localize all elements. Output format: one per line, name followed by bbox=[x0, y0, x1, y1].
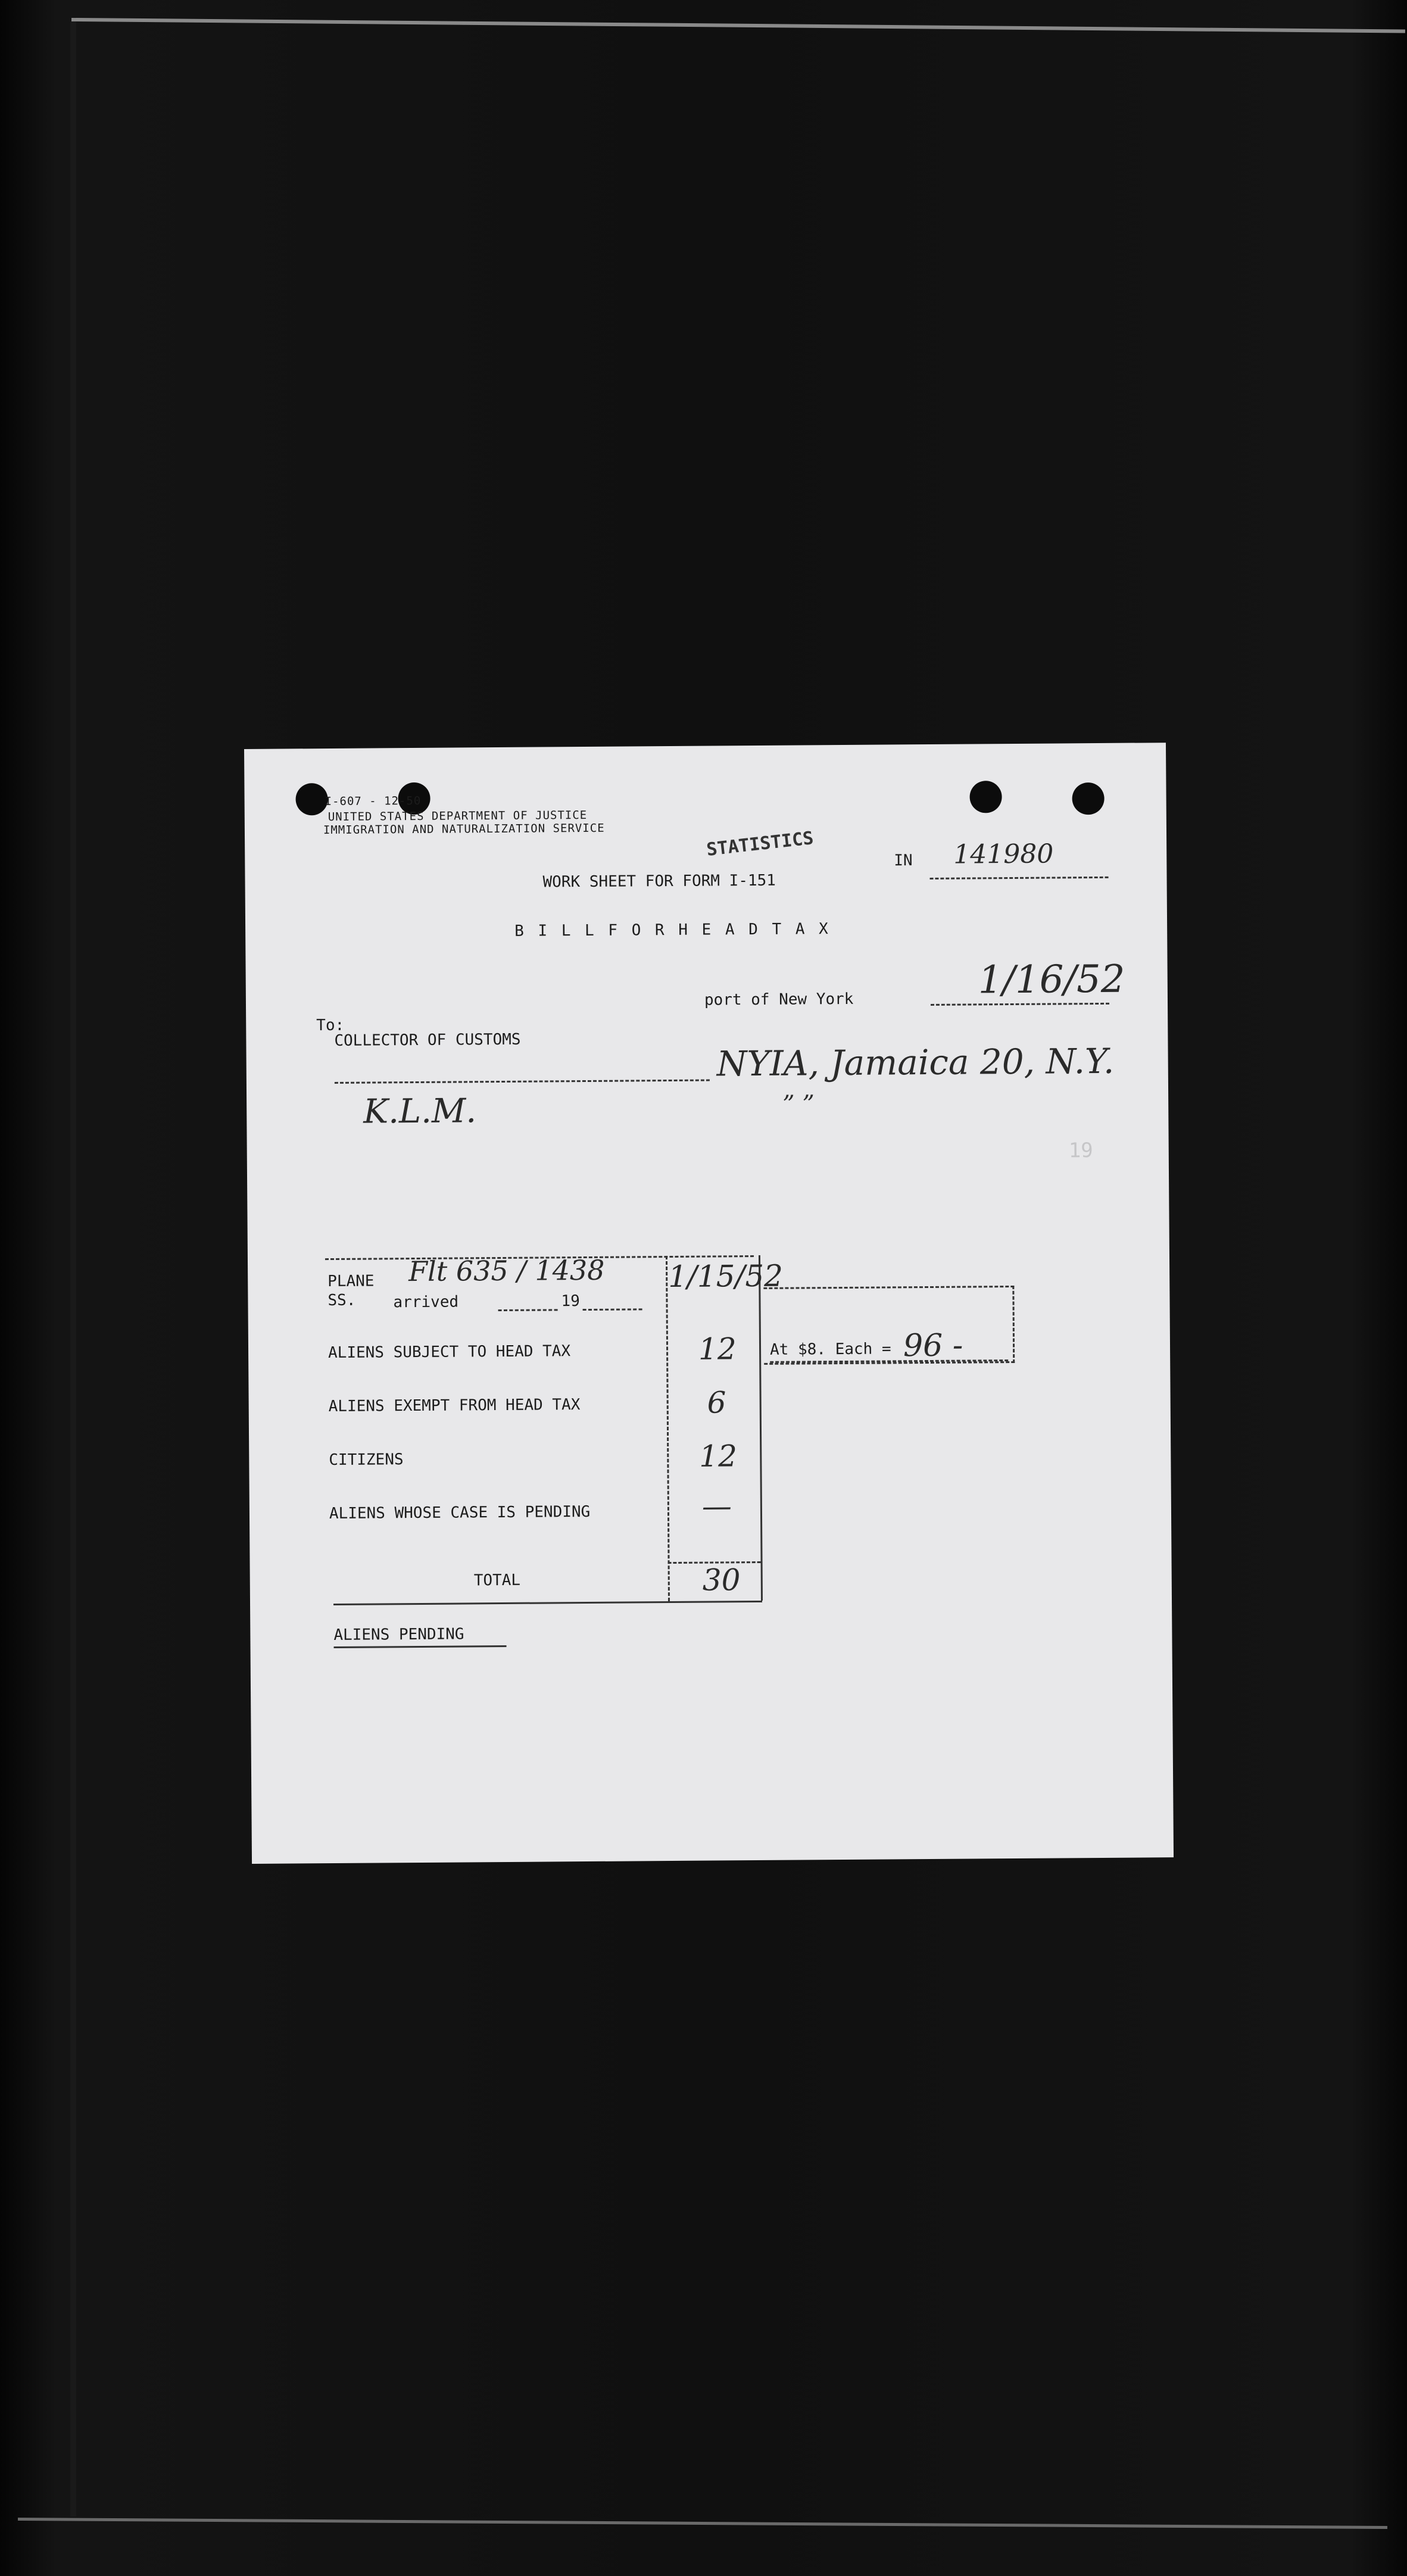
total-label: TOTAL bbox=[473, 1571, 521, 1590]
film-bottom-edge bbox=[18, 2518, 1387, 2529]
row-label-exempt: ALIENS EXEMPT FROM HEAD TAX bbox=[328, 1396, 581, 1416]
carrier-name: K.L.M. bbox=[363, 1091, 477, 1131]
arrived-label: arrived bbox=[393, 1293, 459, 1312]
plane-label: PLANE bbox=[327, 1272, 375, 1291]
arrival-date: 1/15/52 bbox=[668, 1258, 784, 1295]
ditto-marks: ” ” bbox=[782, 1090, 815, 1118]
row-value-exempt: 6 bbox=[707, 1385, 726, 1420]
bill-date: 1/16/52 bbox=[978, 957, 1125, 1003]
row-label-citizens: CITIZENS bbox=[329, 1451, 404, 1470]
film-left-edge bbox=[70, 21, 76, 2516]
worksheet-title: WORK SHEET FOR FORM I-151 bbox=[542, 871, 776, 891]
collector-line bbox=[335, 1080, 710, 1084]
row-value-pending: — bbox=[701, 1489, 732, 1524]
row-label-subject: ALIENS SUBJECT TO HEAD TAX bbox=[327, 1342, 571, 1362]
year-prefix: 19 bbox=[561, 1292, 580, 1311]
row-value-citizens: 12 bbox=[699, 1439, 738, 1474]
aliens-pending-label: ALIENS PENDING bbox=[333, 1625, 464, 1644]
rate-label: At $8. Each = bbox=[769, 1340, 891, 1359]
in-label: IN bbox=[894, 852, 913, 870]
total-value: 30 bbox=[702, 1563, 741, 1598]
punch-hole-4 bbox=[1072, 782, 1104, 815]
row-value-subject: 12 bbox=[698, 1331, 737, 1367]
rate-amount: 96 - bbox=[903, 1327, 963, 1364]
statistics-stamp: STATISTICS bbox=[705, 827, 815, 860]
arrived-line-2 bbox=[583, 1308, 642, 1311]
form-number: I-607 - 12-50 bbox=[325, 794, 422, 809]
in-number-line bbox=[930, 877, 1109, 880]
port-label: port of New York bbox=[704, 990, 854, 1009]
faint-mark: 19 bbox=[1068, 1139, 1093, 1163]
head-tax-bill-document bbox=[244, 743, 1174, 1864]
department-name: UNITED STATES DEPARTMENT OF JUSTICE bbox=[327, 808, 588, 824]
punch-hole-1 bbox=[295, 783, 327, 815]
row-label-pending: ALIENS WHOSE CASE IS PENDING bbox=[329, 1502, 591, 1523]
service-name: IMMIGRATION AND NATURALIZATION SERVICE bbox=[323, 821, 605, 837]
film-top-edge bbox=[71, 18, 1405, 33]
aliens-pending-line bbox=[334, 1645, 507, 1648]
table-bottom-line bbox=[333, 1601, 762, 1605]
bill-title: B I L L F O R H E A D T A X bbox=[514, 920, 831, 940]
table-divider-right bbox=[759, 1255, 763, 1601]
punch-hole-3 bbox=[969, 781, 1002, 813]
collector-location: NYIA, Jamaica 20, N.Y. bbox=[716, 1040, 1115, 1084]
table-divider-left bbox=[666, 1256, 670, 1601]
ss-label: SS. bbox=[327, 1291, 356, 1310]
collector-label: COLLECTOR OF CUSTOMS bbox=[334, 1030, 521, 1050]
date-line bbox=[931, 1003, 1109, 1006]
arrived-line-1 bbox=[498, 1309, 558, 1311]
in-number: 141980 bbox=[953, 838, 1054, 870]
flight-number: Flt 635 / 1438 bbox=[408, 1253, 605, 1288]
to-label: To: bbox=[316, 1016, 345, 1035]
